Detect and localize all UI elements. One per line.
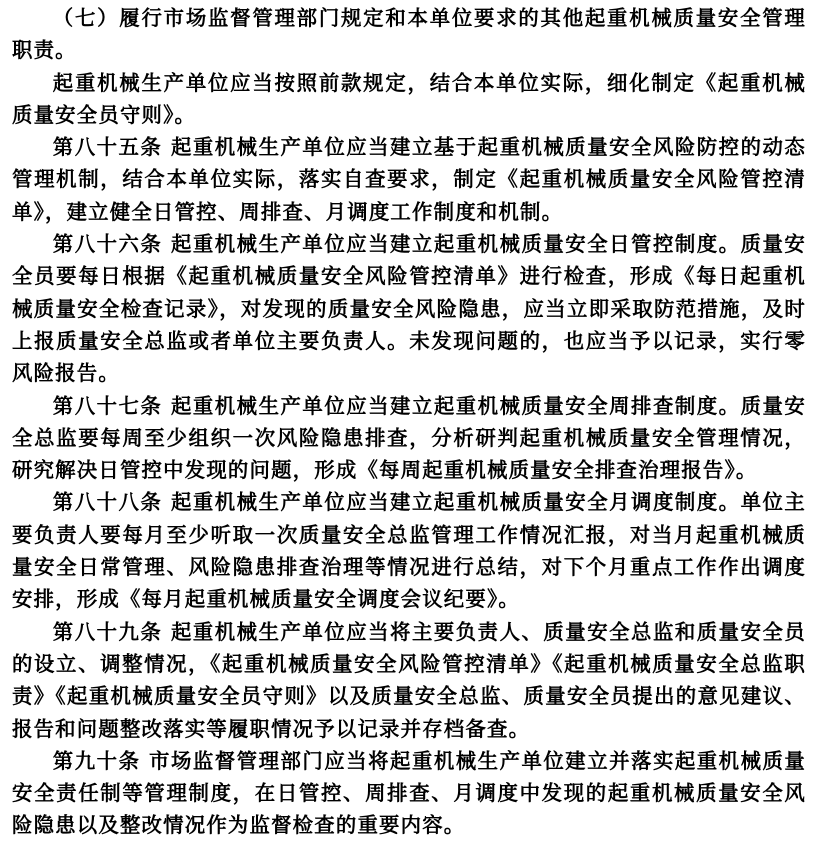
paragraph-article-85: 第八十五条 起重机械生产单位应当建立基于起重机械质量安全风险防控的动态管理机制，结合本单位实际，落实自查要求，制定《起重机械质量安全风险管控清单》，建立健全日管控、周排查、月调度工作制度和机制。 (12, 135, 806, 224)
paragraph-article-88: 第八十八条 起重机械生产单位应当建立起重机械质量安全月调度制度。单位主要负责人要每月至少听取一次质量安全总监管理工作情况汇报，对当月起重机械质量安全日常管理、风险隐患排查治理等情况进行总结，对下个月重点工作作出调度安排，形成《每月起重机械质量安全调度会议纪要》。 (12, 490, 806, 612)
paragraph-article-86: 第八十六条 起重机械生产单位应当建立起重机械质量安全日管控制度。质量安全员要每日根据《起重机械质量安全风险管控清单》进行检查，形成《每日起重机械质量安全检查记录》，对发现的质量安全风险隐患，应当立即采取防范措施，及时上报质量安全总监或者单位主要负责人。未发现问题的，也应当予以记录，实行零风险报告。 (12, 232, 806, 386)
paragraph-safety-officer-rules: 起重机械生产单位应当按照前款规定，结合本单位实际，细化制定《起重机械质量安全员守则》。 (12, 70, 806, 127)
paragraph-item-7-duty: （七）履行市场监督管理部门规定和本单位要求的其他起重机械质量安全管理职责。 (12, 6, 806, 63)
paragraph-article-90: 第九十条 市场监督管理部门应当将起重机械生产单位建立并落实起重机械质量安全责任制等管理制度，在日管控、周排查、月调度中发现的起重机械质量安全风险隐患以及整改情况作为监督检查的重要内容。 (12, 748, 806, 838)
paragraph-article-89: 第八十九条 起重机械生产单位应当将主要负责人、质量安全总监和质量安全员的设立、调整情况，《起重机械质量安全风险管控清单》《起重机械质量安全总监职责》《起重机械质量安全员守则》以及质量安全总监、质量安全员提出的意见建议、报告和问题整改落实等履职情况予以记录并存档备查。 (12, 619, 806, 741)
paragraph-article-87: 第八十七条 起重机械生产单位应当建立起重机械质量安全周排查制度。质量安全总监要每周至少组织一次风险隐患排查，分析研判起重机械质量安全管理情况，研究解决日管控中发现的问题，形成《每周起重机械质量安全排查治理报告》。 (12, 393, 806, 483)
